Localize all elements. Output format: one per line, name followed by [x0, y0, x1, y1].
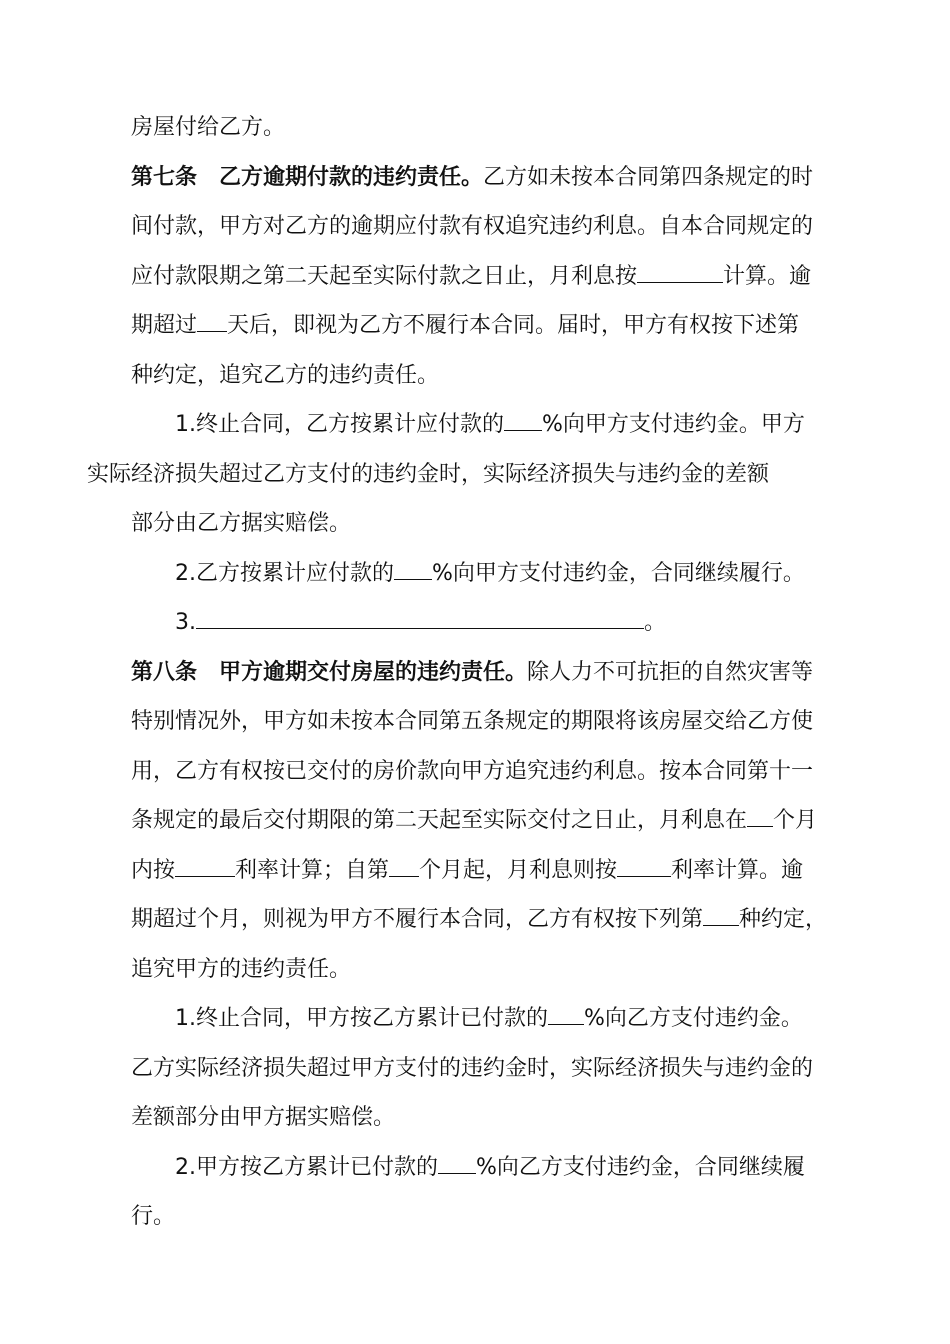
- blank-percent[interactable]: [504, 406, 542, 431]
- blank-percent[interactable]: [438, 1148, 476, 1173]
- text-segment: 乙方实际经济损失超过甲方支付的违约金时，实际经济损失与违约金的: [131, 1055, 814, 1081]
- article-8: [131, 648, 831, 995]
- text-segment: 天后，即视为乙方不履行本合同。届时，甲方有权按下述第: [227, 313, 800, 338]
- blank-other-terms[interactable]: [196, 604, 644, 629]
- contract-page: [87, 103, 831, 1242]
- text-segment: 1.终止合同，乙方按累计应付款的: [175, 412, 504, 437]
- text-segment: 内按: [131, 857, 176, 883]
- article-8-item-2: [131, 1143, 831, 1242]
- text-segment: 乙方如未按本合同第四条规定的时: [483, 164, 814, 190]
- blank-percent[interactable]: [394, 554, 432, 579]
- blank-option-number[interactable]: [703, 901, 739, 926]
- blank-percent[interactable]: [548, 1000, 584, 1025]
- text-segment: 个月: [773, 808, 818, 833]
- text-segment: 期超过个月，则视为甲方不履行本合同，乙方有权按下列第: [131, 907, 704, 932]
- text-segment: 2.甲方按乙方累计已付款的: [175, 1154, 438, 1180]
- text-segment: %向甲方支付违约金。甲方: [542, 412, 805, 437]
- text-segment: 2.乙方按累计应付款的: [175, 560, 394, 586]
- text-segment: 应付款限期之第二天起至实际付款之日止，月利息按: [131, 263, 638, 289]
- text-segment: 1.终止合同，甲方按乙方累计已付款的: [175, 1006, 548, 1031]
- text-segment: 间付款，甲方对乙方的逾期应付款有权追究违约利息。自本合同规定的: [131, 214, 814, 239]
- text-segment: 利率计算。逾: [671, 857, 804, 883]
- article-8-item-1: [131, 994, 831, 1143]
- text-segment: 种约定，追究乙方的违约责任。: [131, 362, 440, 388]
- text-segment: 用，乙方有权按已交付的房价款向甲方追究违约利息。按本合同第十一: [131, 758, 814, 784]
- paragraph-continuation: [131, 103, 831, 153]
- text-segment: 。: [644, 610, 667, 635]
- blank-monthly-interest[interactable]: [637, 257, 723, 282]
- text-segment: %向甲方支付违约金，合同继续履行。: [432, 560, 805, 586]
- text-segment: 行。: [131, 1204, 176, 1229]
- text-segment: 除人力不可抗拒的自然灾害等: [527, 659, 814, 685]
- blank-rate[interactable]: [175, 851, 235, 876]
- article-7-item-1: [87, 400, 831, 549]
- text-segment: 个月起，月利息则按: [419, 857, 618, 883]
- text-segment: 3.: [175, 610, 196, 635]
- article-7-item-3: [131, 598, 831, 648]
- blank-months[interactable]: [747, 802, 773, 827]
- text-segment: 房屋付给乙方。: [131, 115, 286, 140]
- blank-rate[interactable]: [617, 851, 671, 876]
- blank-overdue-days[interactable]: [197, 307, 227, 332]
- article-7: [131, 153, 831, 401]
- text-segment: 差额部分由甲方据实赔偿。: [131, 1105, 396, 1130]
- article-7-item-2: [131, 549, 831, 599]
- article-7-heading: 第七条 乙方逾期付款的违约责任。: [131, 164, 484, 190]
- text-segment: 计算。逾: [723, 263, 812, 289]
- text-segment: %向乙方支付违约金，合同继续履: [476, 1154, 805, 1180]
- text-segment: 特别情况外，甲方如未按本合同第五条规定的期限将该房屋交给乙方使: [131, 709, 814, 734]
- text-segment: 利率计算；自第: [235, 857, 390, 883]
- text-segment: 期超过: [131, 313, 198, 338]
- text-segment: 实际经济损失超过乙方支付的违约金时，实际经济损失与违约金的差额: [87, 461, 770, 487]
- article-8-heading: 第八条 甲方逾期交付房屋的违约责任。: [131, 659, 528, 685]
- text-segment: 种约定，: [739, 907, 828, 932]
- text-segment: 条规定的最后交付期限的第二天起至实际交付之日止，月利息在: [131, 808, 748, 833]
- text-segment: %向乙方支付违约金。: [584, 1006, 803, 1031]
- text-segment: 部分由乙方据实赔偿。: [131, 511, 352, 536]
- blank-month-start[interactable]: [389, 851, 419, 876]
- text-segment: 追究甲方的违约责任。: [131, 956, 352, 982]
